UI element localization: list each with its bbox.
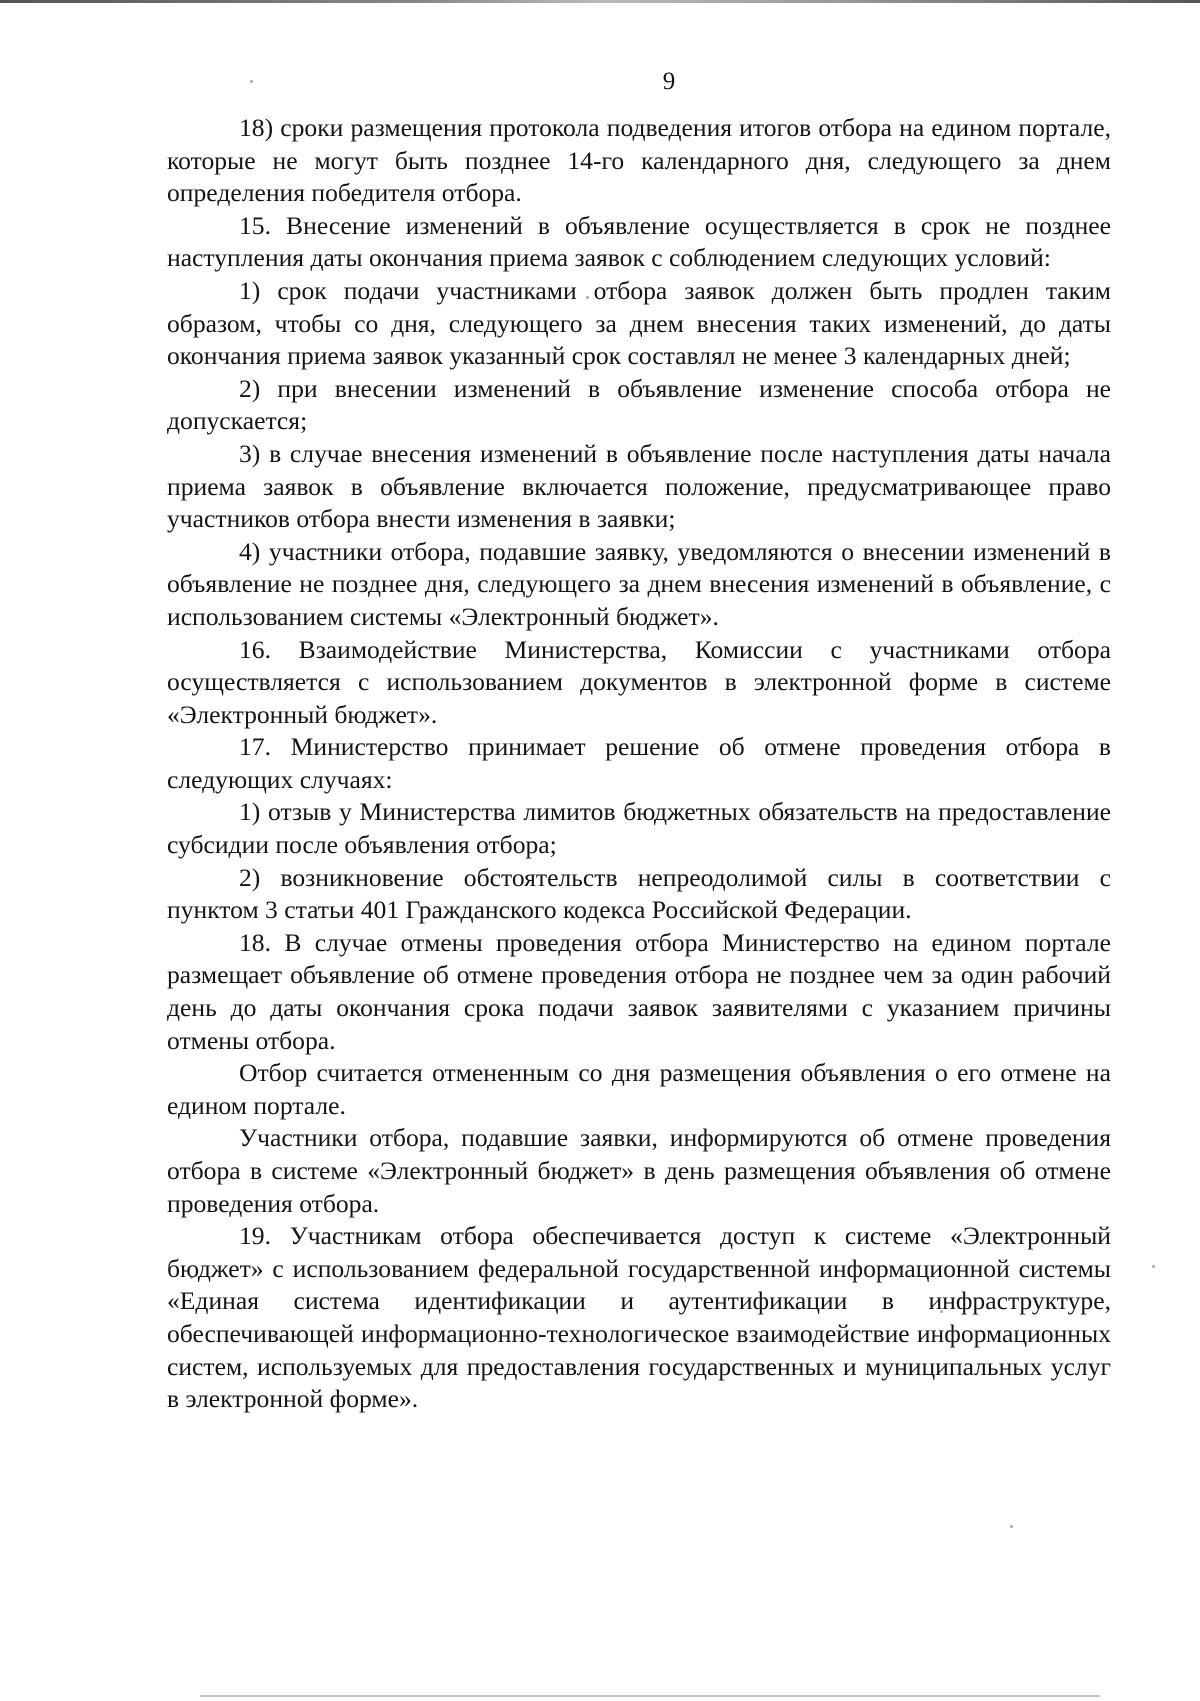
paragraph-17-case-2: 2) возникновение обстоятельств непреодолимой силы в соответствии с пунктом 3 статьи 401 Гражданского кодекса Российской Федерации. bbox=[167, 862, 1111, 925]
scan-bottom-edge bbox=[200, 1695, 1100, 1697]
paragraph-19-system-access: 19. Участникам отбора обеспечивается доступ к системе «Электронный бюджет» с использованием федеральной государственной информационной системы «Единая система идентификации и аутентификации в инфраструктуре, обеспечивающей информационно-технологическое взаимодействие информационных систем, используемых для предоставления государственных и муниципальных услуг в электронной форме». bbox=[167, 1221, 1111, 1414]
document-page bbox=[167, 62, 1111, 1416]
paragraph-participants-informed: Участники отбора, подавшие заявки, информируются об отмене проведения отбора в системе «Электронный бюджет» в день размещения объявления об отмене проведения отбора. bbox=[167, 1123, 1111, 1218]
paragraph-15-condition-2: 2) при внесении изменений в объявление изменение способа отбора не допускается; bbox=[167, 373, 1111, 436]
paragraph-item-18-protocol-deadline: 18) сроки размещения протокола подведения итогов отбора на едином портале, которые не могут быть позднее 14-го календарного дня, следующего за днем определения победителя отбора. bbox=[167, 113, 1111, 208]
paragraph-17-cancellation: 17. Министерство принимает решение об отмене проведения отбора в следующих случаях: bbox=[167, 732, 1111, 794]
scan-speck bbox=[1152, 1265, 1155, 1268]
page-number: 9 bbox=[662, 68, 676, 95]
paragraph-16-interaction: 16. Взаимодействие Министерства, Комиссии с участниками отбора осуществляется с использованием документов в электронной форме в системе «Электронный бюджет». bbox=[167, 634, 1111, 729]
paragraph-15-announcement-changes: 15. Внесение изменений в объявление осуществляется в срок не позднее наступления даты окончания приема заявок с соблюдением следующих условий: bbox=[167, 210, 1111, 273]
paragraph-18-cancellation-notice: 18. В случае отмены проведения отбора Министерство на едином портале размещает объявление об отмене проведения отбора не позднее чем за один рабочий день до даты окончания срока подачи заявок заявителями с указанием причины отмены отбора. bbox=[167, 927, 1111, 1055]
scan-top-edge bbox=[0, 0, 1200, 3]
paragraph-15-condition-3: 3) в случае внесения изменений в объявление после наступления даты начала приема заявок в объявление включается положение, предусматривающее право участников отбора внести изменения в заявки; bbox=[167, 438, 1111, 534]
scan-speck bbox=[1010, 1525, 1013, 1528]
paragraph-15-condition-4: 4) участники отбора, подавшие заявку, уведомляются о внесении изменений в объявление не позднее дня, следующего за днем внесения изменений в объявление, с использованием системы «Электронный бюджет». bbox=[167, 536, 1111, 631]
paragraph-17-case-1: 1) отзыв у Министерства лимитов бюджетных обязательств на предоставление субсидии после объявления отбора; bbox=[167, 797, 1111, 860]
paragraph-15-condition-1: 1) срок подачи участниками отбора заявок должен быть продлен таким образом, чтобы со дня, следующего за днем внесения таких изменений, до даты окончания приема заявок указанный срок составлял не менее 3 календарных дней; bbox=[167, 275, 1111, 371]
paragraph-selection-cancelled: Отбор считается отмененным со дня размещения объявления о его отмене на едином портале. bbox=[167, 1058, 1111, 1120]
